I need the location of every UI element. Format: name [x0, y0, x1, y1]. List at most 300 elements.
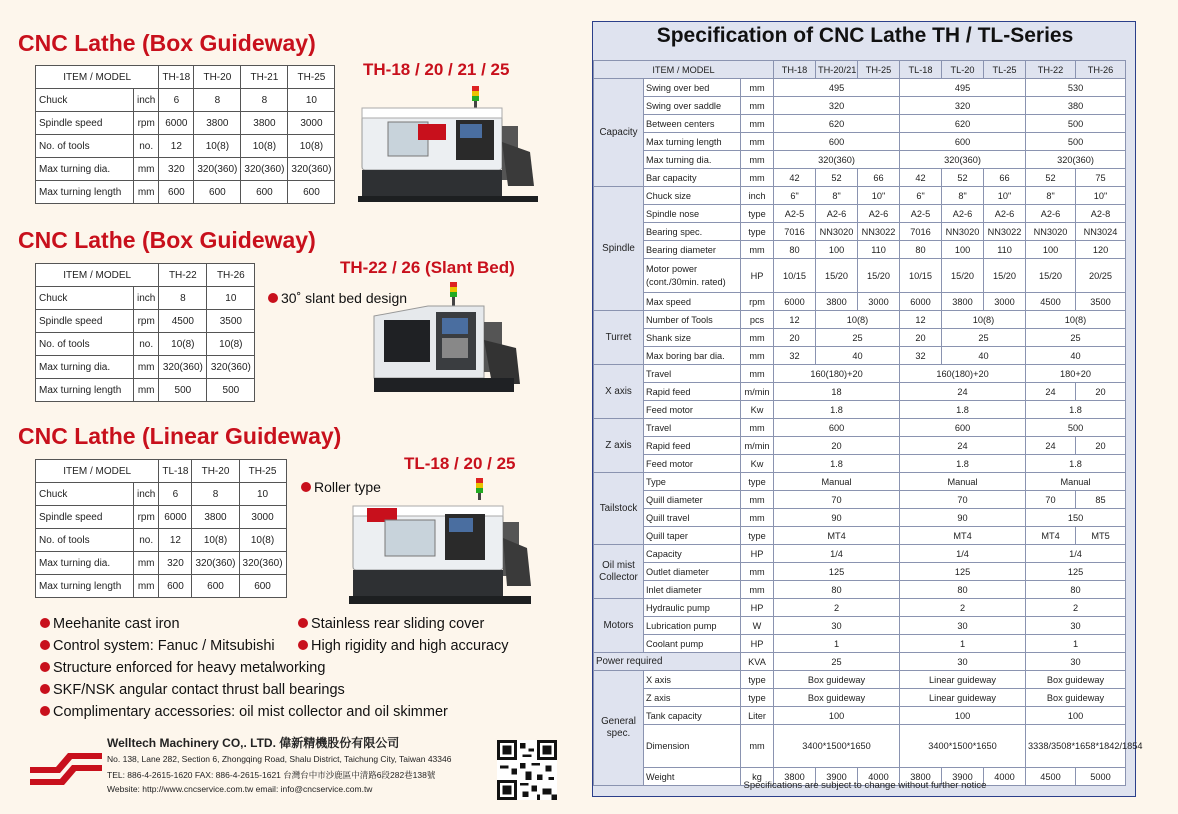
- spec-value-cell: 1.8: [1026, 401, 1126, 419]
- spec-value-cell: 8": [816, 187, 858, 205]
- spec-value-cell: 180+20: [1026, 365, 1126, 383]
- spec-table: [593, 60, 1178, 786]
- spec-value-cell: NN3020: [816, 223, 858, 241]
- spec-category-label: General spec.: [594, 671, 644, 786]
- table-row: [36, 379, 255, 402]
- spec-value-cell: 2: [900, 599, 1026, 617]
- spec-header-model: TH-26: [1076, 61, 1126, 79]
- table-cell: 3500: [207, 310, 255, 333]
- spec-header-model: TL-18: [900, 61, 942, 79]
- row-label: Max turning dia.: [36, 356, 134, 379]
- spec-value-cell: 30: [1026, 617, 1126, 635]
- spec-value-cell: 10/15: [900, 259, 942, 293]
- spec-item-label: Capacity: [644, 545, 741, 563]
- spec-value-cell: 3800: [900, 768, 942, 786]
- spec-value-cell: 120: [1076, 241, 1126, 259]
- feature-item: Control system: Fanuc / Mitsubishi: [40, 638, 275, 654]
- row-unit: no.: [134, 333, 159, 356]
- spec-value-cell: NN3020: [1026, 223, 1076, 241]
- spec-value-cell: 42: [900, 169, 942, 187]
- spec-value-cell: 80: [1026, 581, 1126, 599]
- spec-item-label: Swing over bed: [644, 79, 741, 97]
- spec-header-model: TH-22: [1026, 61, 1076, 79]
- spec-value-cell: 15/20: [984, 259, 1026, 293]
- spec-row: [594, 707, 1178, 725]
- spec-header-model: TL-20: [942, 61, 984, 79]
- spec-item-label: Z axis: [644, 689, 741, 707]
- row-label: Max turning length: [36, 181, 134, 204]
- spec-item-label: Chuck size: [644, 187, 741, 205]
- spec-unit: HP: [741, 259, 774, 293]
- spec-value-cell: 24: [900, 437, 1026, 455]
- spec-item-label: Coolant pump: [644, 635, 741, 653]
- spec-item-label: Max turning length: [644, 133, 741, 151]
- spec-value-cell: NN3022: [858, 223, 900, 241]
- spec-value-cell: 600: [774, 133, 900, 151]
- spec-row: [594, 473, 1178, 491]
- spec-row: [594, 509, 1178, 527]
- spec-row: [594, 635, 1178, 653]
- row-label: Chuck: [36, 287, 134, 310]
- table-cell: 3000: [288, 112, 335, 135]
- spec-unit: KVA: [741, 653, 774, 671]
- row-unit: mm: [134, 356, 159, 379]
- spec-category-label: Oil mist Collector: [594, 545, 644, 599]
- spec-value-cell: NN3024: [1076, 223, 1126, 241]
- spec-value-cell: 20: [774, 437, 900, 455]
- spec-value-cell: 160(180)+20: [900, 365, 1026, 383]
- machine-image-tl-18-25: [345, 478, 535, 606]
- spec-value-cell: 100: [774, 707, 900, 725]
- table-cell: 10(8): [288, 135, 335, 158]
- spec-unit: mm: [741, 563, 774, 581]
- spec-row: [594, 383, 1178, 401]
- spec-item-label: Dimension: [644, 725, 741, 768]
- table-cell: 320: [159, 552, 192, 575]
- spec-value-cell: 7016: [900, 223, 942, 241]
- spec-value-cell: 160(180)+20: [774, 365, 900, 383]
- spec-value-cell: 20: [1076, 383, 1126, 401]
- spec-value-cell: 20/25: [1076, 259, 1126, 293]
- spec-row: [594, 187, 1178, 205]
- table-cell: 10(8): [192, 529, 239, 552]
- spec-item-label: Travel: [644, 419, 741, 437]
- spec-unit: mm: [741, 509, 774, 527]
- spec-row: [594, 599, 1178, 617]
- spec-value-cell: 1.8: [774, 455, 900, 473]
- spec-unit: m/min: [741, 437, 774, 455]
- spec-value-cell: A2-6: [1026, 205, 1076, 223]
- spec-value-cell: 1/4: [774, 545, 900, 563]
- spec-panel: [592, 21, 1143, 797]
- spec-header-model: TH-20/21: [816, 61, 858, 79]
- table-row: [36, 575, 287, 598]
- slant-bed-note: 30˚ slant bed design: [268, 290, 407, 306]
- spec-unit: mm: [741, 347, 774, 365]
- company-website[interactable]: Website: http://www.cncservice.com.tw email: info@cncservice.com.tw: [107, 784, 373, 794]
- spec-unit: HP: [741, 545, 774, 563]
- spec-value-cell: 42: [774, 169, 816, 187]
- feature-item: Complimentary accessories: oil mist collector and oil skimmer: [40, 704, 448, 720]
- spec-value-cell: 125: [900, 563, 1026, 581]
- row-unit: mm: [134, 379, 159, 402]
- spec-item-label: Bearing spec.: [644, 223, 741, 241]
- bullet-icon: [40, 706, 50, 716]
- spec-row: [594, 401, 1178, 419]
- spec-value-cell: 30: [900, 653, 1026, 671]
- spec-unit: W: [741, 617, 774, 635]
- spec-value-cell: 1.8: [774, 401, 900, 419]
- machine-image-th-22-26: [366, 282, 526, 394]
- bullet-icon: [40, 640, 50, 650]
- spec-value-cell: 6": [900, 187, 942, 205]
- spec-value-cell: 1: [774, 635, 900, 653]
- spec-value-cell: 12: [774, 311, 816, 329]
- spec-unit: mm: [741, 365, 774, 383]
- spec-unit: type: [741, 223, 774, 241]
- spec-row: [594, 97, 1178, 115]
- spec-header-model: TH-18: [774, 61, 816, 79]
- spec-value-cell: 8": [942, 187, 984, 205]
- spec-value-cell: 1.8: [1026, 455, 1126, 473]
- table-cell: 3800: [194, 112, 241, 135]
- spec-value-cell: 600: [900, 419, 1026, 437]
- row-label: Max turning dia.: [36, 552, 134, 575]
- spec-row: [594, 311, 1178, 329]
- table-cell: 600: [159, 575, 192, 598]
- table-cell: 10: [288, 89, 335, 112]
- spec-item-label: Motor power (cont./30min. rated): [644, 259, 741, 293]
- spec-row: [594, 169, 1178, 187]
- row-label: No. of tools: [36, 529, 134, 552]
- row-unit: inch: [134, 483, 159, 506]
- table-cell: 8: [194, 89, 241, 112]
- table-cell: 600: [239, 575, 286, 598]
- spec-item-label: Lubrication pump: [644, 617, 741, 635]
- spec-table-th-22-26: [35, 263, 255, 402]
- spec-unit: mm: [741, 151, 774, 169]
- table-cell: 500: [159, 379, 207, 402]
- feature-item: High rigidity and high accuracy: [298, 638, 508, 654]
- spec-table-tl-18-25: [35, 459, 287, 598]
- spec-value-cell: NN3022: [984, 223, 1026, 241]
- spec-item-label: Shank size: [644, 329, 741, 347]
- spec-category-label: X axis: [594, 365, 644, 419]
- spec-category-label: Spindle: [594, 187, 644, 311]
- spec-value-cell: 500: [1026, 133, 1126, 151]
- spec-value-cell: 3338/3508*1658*1842/1854: [1026, 725, 1126, 768]
- bullet-icon: [298, 618, 308, 628]
- table-cell: 3000: [239, 506, 286, 529]
- row-unit: mm: [134, 575, 159, 598]
- spec-value-cell: 600: [900, 133, 1026, 151]
- spec-value-cell: A2-6: [942, 205, 984, 223]
- table-cell: 6: [159, 483, 192, 506]
- spec-value-cell: 110: [858, 241, 900, 259]
- table-cell: 320(360): [194, 158, 241, 181]
- spec-value-cell: Manual: [1026, 473, 1126, 491]
- table-cell: 4500: [159, 310, 207, 333]
- spec-value-cell: 10(8): [1026, 311, 1126, 329]
- row-unit: rpm: [134, 506, 159, 529]
- spec-unit: pcs: [741, 311, 774, 329]
- row-unit: no.: [134, 135, 159, 158]
- spec-value-cell: 75: [1076, 169, 1126, 187]
- spec-value-cell: 4500: [1026, 293, 1076, 311]
- spec-value-cell: 24: [1026, 437, 1076, 455]
- table-cell: 10(8): [159, 333, 207, 356]
- table-cell: 600: [159, 181, 194, 204]
- spec-item-label: Weight: [644, 768, 741, 786]
- row-label: Spindle speed: [36, 310, 134, 333]
- spec-unit: type: [741, 671, 774, 689]
- spec-value-cell: 15/20: [816, 259, 858, 293]
- spec-value-cell: 125: [774, 563, 900, 581]
- feature-item: Meehanite cast iron: [40, 616, 180, 632]
- spec-value-cell: 3800: [942, 293, 984, 311]
- spec-value-cell: 32: [900, 347, 942, 365]
- spec-value-cell: 52: [942, 169, 984, 187]
- table-row: [36, 181, 335, 204]
- feature-item: Structure enforced for heavy metalworking: [40, 660, 325, 676]
- spec-category-label: Capacity: [594, 79, 644, 187]
- bullet-icon: [298, 640, 308, 650]
- spec-value-cell: 10(8): [942, 311, 1026, 329]
- spec-value-cell: 125: [1026, 563, 1126, 581]
- company-logo: [28, 745, 104, 795]
- table-cell: 12: [159, 529, 192, 552]
- spec-row: [594, 527, 1178, 545]
- feature-item: Stainless rear sliding cover: [298, 616, 484, 632]
- spec-value-cell: 3400*1500*1650: [774, 725, 900, 768]
- company-name: Welltech Machinery CO,. LTD. 偉新精機股份有限公司: [107, 736, 400, 750]
- machine-image-th-18-25: [358, 86, 540, 204]
- table-cell: 600: [194, 181, 241, 204]
- row-label: Chuck: [36, 483, 134, 506]
- spec-value-cell: A2-6: [984, 205, 1026, 223]
- table-header-cell: TH-21: [241, 66, 288, 89]
- spec-value-cell: 2: [774, 599, 900, 617]
- table-cell: 320(360): [241, 158, 288, 181]
- spec-unit: inch: [741, 187, 774, 205]
- table-header-cell: TH-25: [239, 460, 286, 483]
- row-label: Chuck: [36, 89, 134, 112]
- spec-value-cell: 52: [1026, 169, 1076, 187]
- spec-category-label: Tailstock: [594, 473, 644, 545]
- row-unit: rpm: [134, 112, 159, 135]
- spec-value-cell: 5000: [1076, 768, 1126, 786]
- table-header-row: [36, 264, 255, 287]
- spec-value-cell: 10": [858, 187, 900, 205]
- row-unit: mm: [134, 552, 159, 575]
- table-cell: 320(360): [207, 356, 255, 379]
- table-cell: 8: [241, 89, 288, 112]
- bullet-icon: [40, 662, 50, 672]
- spec-row: [594, 347, 1178, 365]
- spec-value-cell: 320(360): [774, 151, 900, 169]
- spec-value-cell: 18: [774, 383, 900, 401]
- row-label: Max turning dia.: [36, 158, 134, 181]
- spec-value-cell: Box guideway: [774, 689, 900, 707]
- spec-unit: mm: [741, 419, 774, 437]
- spec-row: [594, 115, 1178, 133]
- spec-row: [594, 581, 1178, 599]
- spec-value-cell: 85: [1076, 491, 1126, 509]
- spec-value-cell: 150: [1026, 509, 1126, 527]
- table-cell: 10(8): [241, 135, 288, 158]
- spec-value-cell: 30: [1026, 653, 1126, 671]
- spec-value-cell: 6000: [900, 293, 942, 311]
- table-header-cell: TH-20: [194, 66, 241, 89]
- row-label: Spindle speed: [36, 506, 134, 529]
- spec-value-cell: 66: [858, 169, 900, 187]
- bullet-icon: [301, 482, 311, 492]
- table-row: [36, 112, 335, 135]
- table-cell: 320(360): [192, 552, 239, 575]
- spec-value-cell: A2-6: [858, 205, 900, 223]
- row-label: No. of tools: [36, 135, 134, 158]
- spec-header-row: [594, 61, 1178, 79]
- spec-value-cell: 30: [774, 617, 900, 635]
- spec-value-cell: 25: [942, 329, 1026, 347]
- table-cell: 3800: [241, 112, 288, 135]
- spec-item-label: Spindle nose: [644, 205, 741, 223]
- table-header-cell: TH-25: [288, 66, 335, 89]
- spec-unit: type: [741, 689, 774, 707]
- table-cell: 10(8): [207, 333, 255, 356]
- row-label: Spindle speed: [36, 112, 134, 135]
- spec-unit: mm: [741, 115, 774, 133]
- spec-value-cell: 1/4: [1026, 545, 1126, 563]
- spec-value-cell: 66: [984, 169, 1026, 187]
- table-cell: 3800: [192, 506, 239, 529]
- spec-unit: HP: [741, 599, 774, 617]
- spec-value-cell: 40: [816, 347, 900, 365]
- spec-value-cell: 4000: [858, 768, 900, 786]
- spec-item-label: Rapid feed: [644, 383, 741, 401]
- spec-value-cell: 70: [1026, 491, 1076, 509]
- row-unit: rpm: [134, 310, 159, 333]
- table-cell: 500: [207, 379, 255, 402]
- spec-unit: mm: [741, 133, 774, 151]
- table-header-cell: TH-18: [159, 66, 194, 89]
- table-header-cell: ITEM / MODEL: [36, 264, 159, 287]
- section-title-box-guideway-2: CNC Lathe (Box Guideway): [18, 227, 316, 253]
- spec-value-cell: 3500: [1076, 293, 1126, 311]
- spec-unit: Kw: [741, 401, 774, 419]
- spec-value-cell: 25: [1026, 329, 1126, 347]
- spec-value-cell: Manual: [774, 473, 900, 491]
- spec-item-label: Quill taper: [644, 527, 741, 545]
- spec-unit: mm: [741, 329, 774, 347]
- spec-item-label: Bearing diameter: [644, 241, 741, 259]
- table-row: [36, 333, 255, 356]
- model-title-tl-18-25: TL-18 / 20 / 25: [404, 454, 516, 473]
- table-header-cell: ITEM / MODEL: [36, 66, 159, 89]
- table-cell: 600: [288, 181, 335, 204]
- spec-value-cell: 80: [900, 241, 942, 259]
- table-header-cell: TH-22: [159, 264, 207, 287]
- spec-footer-note: Specifications are subject to change without further notice: [743, 780, 987, 791]
- row-label: Max turning length: [36, 379, 134, 402]
- spec-unit: type: [741, 205, 774, 223]
- spec-value-cell: A2-5: [900, 205, 942, 223]
- spec-value-cell: 3900: [816, 768, 858, 786]
- roller-type-note: Roller type: [301, 479, 381, 495]
- spec-item-label: Hydraulic pump: [644, 599, 741, 617]
- spec-row: [594, 725, 1178, 768]
- model-title-th-18-25: TH-18 / 20 / 21 / 25: [363, 60, 510, 79]
- spec-value-cell: 620: [774, 115, 900, 133]
- spec-value-cell: MT4: [1026, 527, 1076, 545]
- table-cell: 320(360): [159, 356, 207, 379]
- spec-value-cell: Box guideway: [774, 671, 900, 689]
- table-header-cell: TH-26: [207, 264, 255, 287]
- spec-value-cell: A2-6: [816, 205, 858, 223]
- spec-item-label: Between centers: [644, 115, 741, 133]
- spec-row: [594, 437, 1178, 455]
- table-cell: 600: [241, 181, 288, 204]
- spec-value-cell: 3000: [858, 293, 900, 311]
- table-header-row: [36, 460, 287, 483]
- spec-value-cell: 3000: [984, 293, 1026, 311]
- table-cell: 320: [159, 158, 194, 181]
- spec-value-cell: A2-8: [1076, 205, 1126, 223]
- spec-header-item: ITEM / MODEL: [594, 61, 774, 79]
- spec-row: [594, 491, 1178, 509]
- spec-row: [594, 455, 1178, 473]
- spec-unit: rpm: [741, 293, 774, 311]
- section-title-linear-guideway: CNC Lathe (Linear Guideway): [18, 423, 342, 449]
- spec-value-cell: 52: [816, 169, 858, 187]
- spec-value-cell: Manual: [900, 473, 1026, 491]
- table-cell: 6000: [159, 112, 194, 135]
- spec-value-cell: 6000: [774, 293, 816, 311]
- row-unit: inch: [134, 287, 159, 310]
- spec-value-cell: 380: [1026, 97, 1126, 115]
- spec-unit: Kw: [741, 455, 774, 473]
- spec-item-label: X axis: [644, 671, 741, 689]
- row-unit: mm: [134, 158, 159, 181]
- spec-value-cell: 3400*1500*1650: [900, 725, 1026, 768]
- spec-item-label: Max boring bar dia.: [644, 347, 741, 365]
- spec-item-label: Feed motor: [644, 401, 741, 419]
- spec-row: [594, 365, 1178, 383]
- spec-value-cell: 15/20: [1026, 259, 1076, 293]
- table-cell: 6: [159, 89, 194, 112]
- spec-row: [594, 205, 1178, 223]
- spec-value-cell: 6": [774, 187, 816, 205]
- spec-item-label: Max speed: [644, 293, 741, 311]
- spec-category-label: Z axis: [594, 419, 644, 473]
- table-header-cell: TL-18: [159, 460, 192, 483]
- bullet-icon: [40, 684, 50, 694]
- spec-value-cell: MT5: [1076, 527, 1126, 545]
- spec-table-th-18-25: [35, 65, 335, 204]
- table-cell: 6000: [159, 506, 192, 529]
- spec-title: Specification of CNC Lathe TH / TL-Series: [656, 24, 1074, 47]
- spec-value-cell: 1.8: [900, 455, 1026, 473]
- table-row: [36, 287, 255, 310]
- spec-value-cell: 20: [1076, 437, 1126, 455]
- table-row: [36, 356, 255, 379]
- spec-value-cell: 80: [900, 581, 1026, 599]
- spec-value-cell: 495: [900, 79, 1026, 97]
- spec-value-cell: 3900: [942, 768, 984, 786]
- spec-value-cell: 15/20: [858, 259, 900, 293]
- company-address: No. 138, Lane 282, Section 6, Zhongqing Road, Shalu District, Taichung City, Taiwan 43346: [107, 754, 452, 764]
- table-cell: 12: [159, 135, 194, 158]
